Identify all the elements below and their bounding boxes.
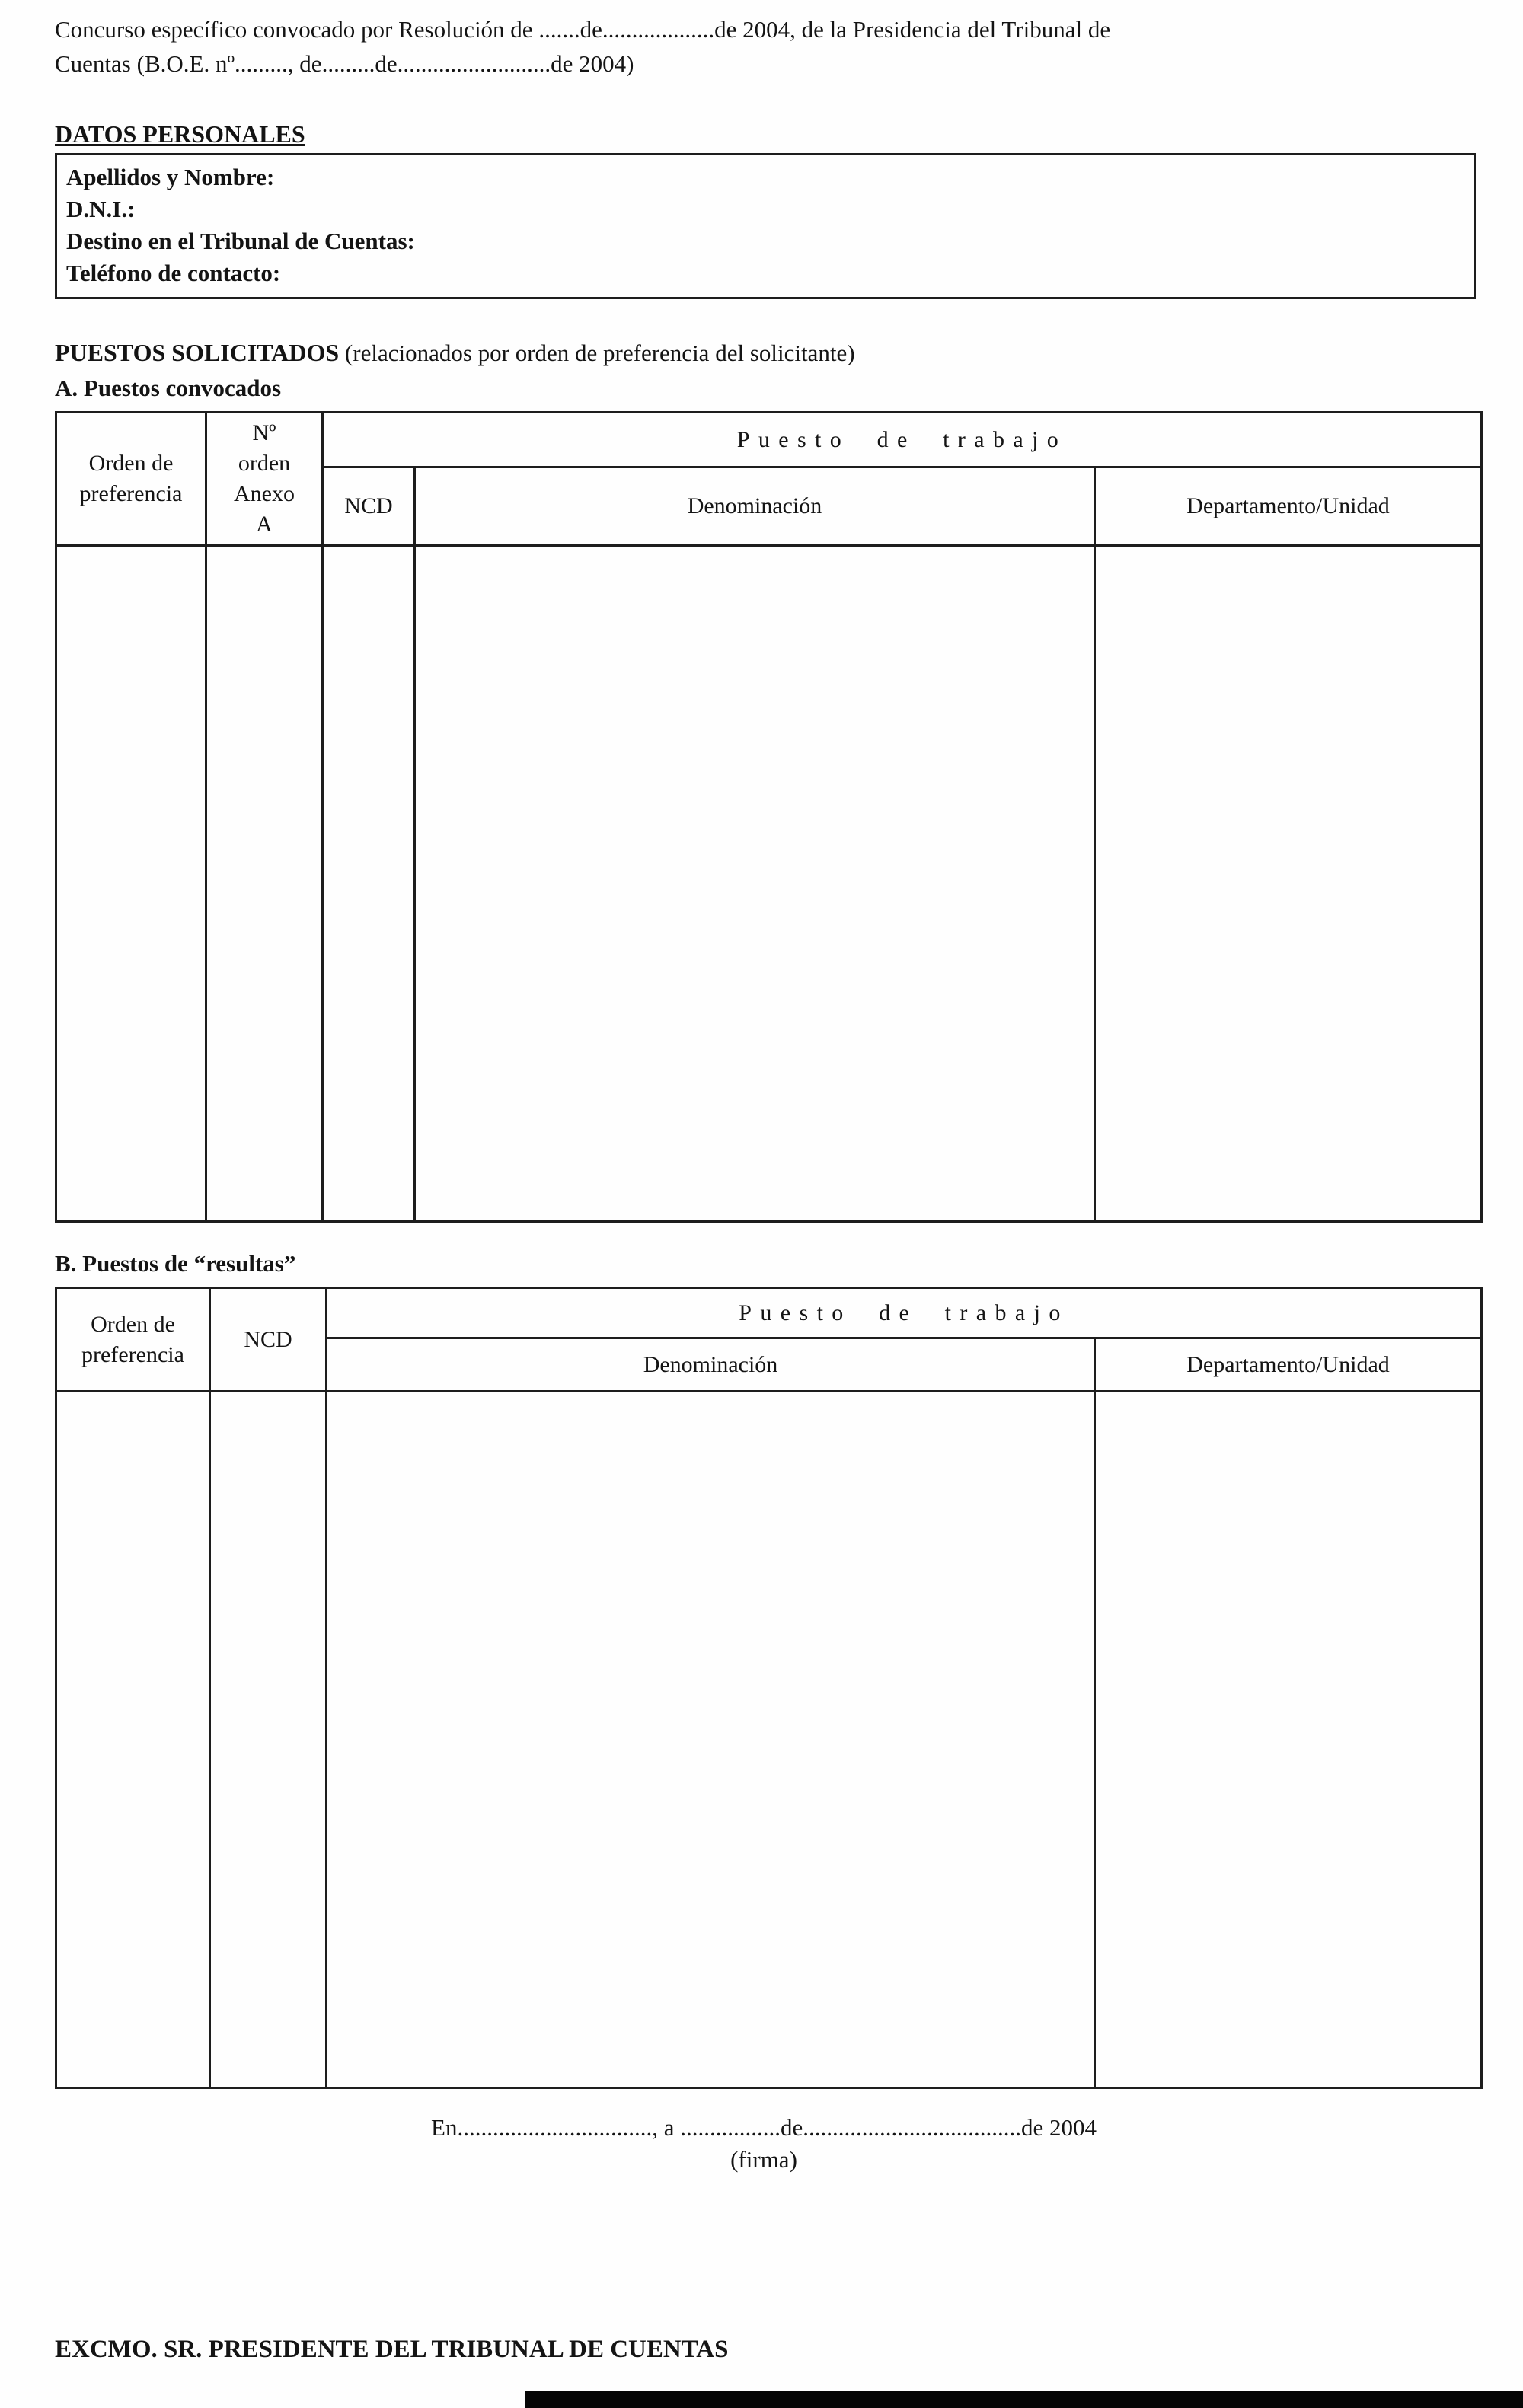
field-label-destino: Destino en el Tribunal de Cuentas: bbox=[66, 228, 415, 254]
table-b-cell-denominacion bbox=[327, 1392, 1095, 2088]
puestos-solicitados-title bbox=[55, 337, 1473, 368]
table-b-header-denominacion: Denominación bbox=[327, 1338, 1095, 1392]
datos-personales-box bbox=[55, 153, 1476, 299]
signature-date-line: En................................., a .................de.....................................de 2004 bbox=[431, 2114, 1097, 2141]
scan-artifact-bar bbox=[525, 2391, 1523, 2408]
signature-firma-label: (firma) bbox=[730, 2146, 797, 2173]
section-a-label: A. Puestos convocados bbox=[55, 375, 282, 401]
intro-line-2: Cuentas (B.O.E. nº........., de.........de..........................de 2004) bbox=[55, 50, 634, 77]
intro-line-1: Concurso específico convocado por Resolución de .......de...................de 2004, de la Presidencia del Tribunal de bbox=[55, 16, 1111, 43]
table-b-header-puesto-de-trabajo: Puesto de trabajo bbox=[327, 1288, 1482, 1338]
table-a-header-num-orden-anexo-a bbox=[206, 413, 323, 546]
table-a-cell-departamento bbox=[1095, 546, 1482, 1222]
table-a-header-puesto-de-trabajo: Puesto de trabajo bbox=[323, 413, 1482, 467]
table-a-cell-denominacion bbox=[415, 546, 1095, 1222]
addressee-line: EXCMO. SR. PRESIDENTE DEL TRIBUNAL DE CUENTAS bbox=[55, 2336, 729, 2363]
form-intro-paragraph bbox=[55, 12, 1473, 81]
table-a-header-anexo-line: Anexo bbox=[234, 481, 295, 506]
table-a-cell-num-orden bbox=[206, 546, 323, 1222]
field-label-telefono: Teléfono de contacto: bbox=[66, 260, 281, 286]
puestos-resultas-table bbox=[55, 1287, 1483, 2089]
field-label-dni: D.N.I.: bbox=[66, 196, 136, 222]
table-a-cell-ncd bbox=[323, 546, 415, 1222]
puestos-convocados-table bbox=[55, 411, 1483, 1223]
table-b-header-orden-preferencia: Orden de preferencia bbox=[56, 1288, 210, 1392]
puestos-solicitados-subtitle: (relacionados por orden de preferencia del solicitante) bbox=[339, 340, 855, 366]
table-a-header-orden-preferencia: Orden de preferencia bbox=[56, 413, 206, 546]
table-b-cell-departamento bbox=[1095, 1392, 1482, 2088]
table-b-header-departamento-unidad: Departamento/Unidad bbox=[1095, 1338, 1482, 1392]
table-a-header-num-line: Nº bbox=[252, 420, 276, 445]
table-a-header-orden-line: orden bbox=[238, 451, 291, 476]
datos-personales-title: DATOS PERSONALES bbox=[55, 120, 305, 148]
table-a-header-a-line: A bbox=[256, 512, 273, 537]
puestos-solicitados-title-bold: PUESTOS SOLICITADOS bbox=[55, 339, 340, 366]
table-a-header-denominacion: Denominación bbox=[415, 467, 1095, 546]
table-b-cell-ncd bbox=[210, 1392, 327, 2088]
section-b-label: B. Puestos de “resultas” bbox=[55, 1250, 296, 1277]
table-a-header-ncd: NCD bbox=[323, 467, 415, 546]
table-a-header-departamento-unidad: Departamento/Unidad bbox=[1095, 467, 1482, 546]
field-label-apellidos-nombre: Apellidos y Nombre: bbox=[66, 164, 275, 190]
table-a-cell-orden-preferencia bbox=[56, 546, 206, 1222]
table-b-cell-orden-preferencia bbox=[56, 1392, 210, 2088]
table-b-header-ncd: NCD bbox=[210, 1288, 327, 1392]
